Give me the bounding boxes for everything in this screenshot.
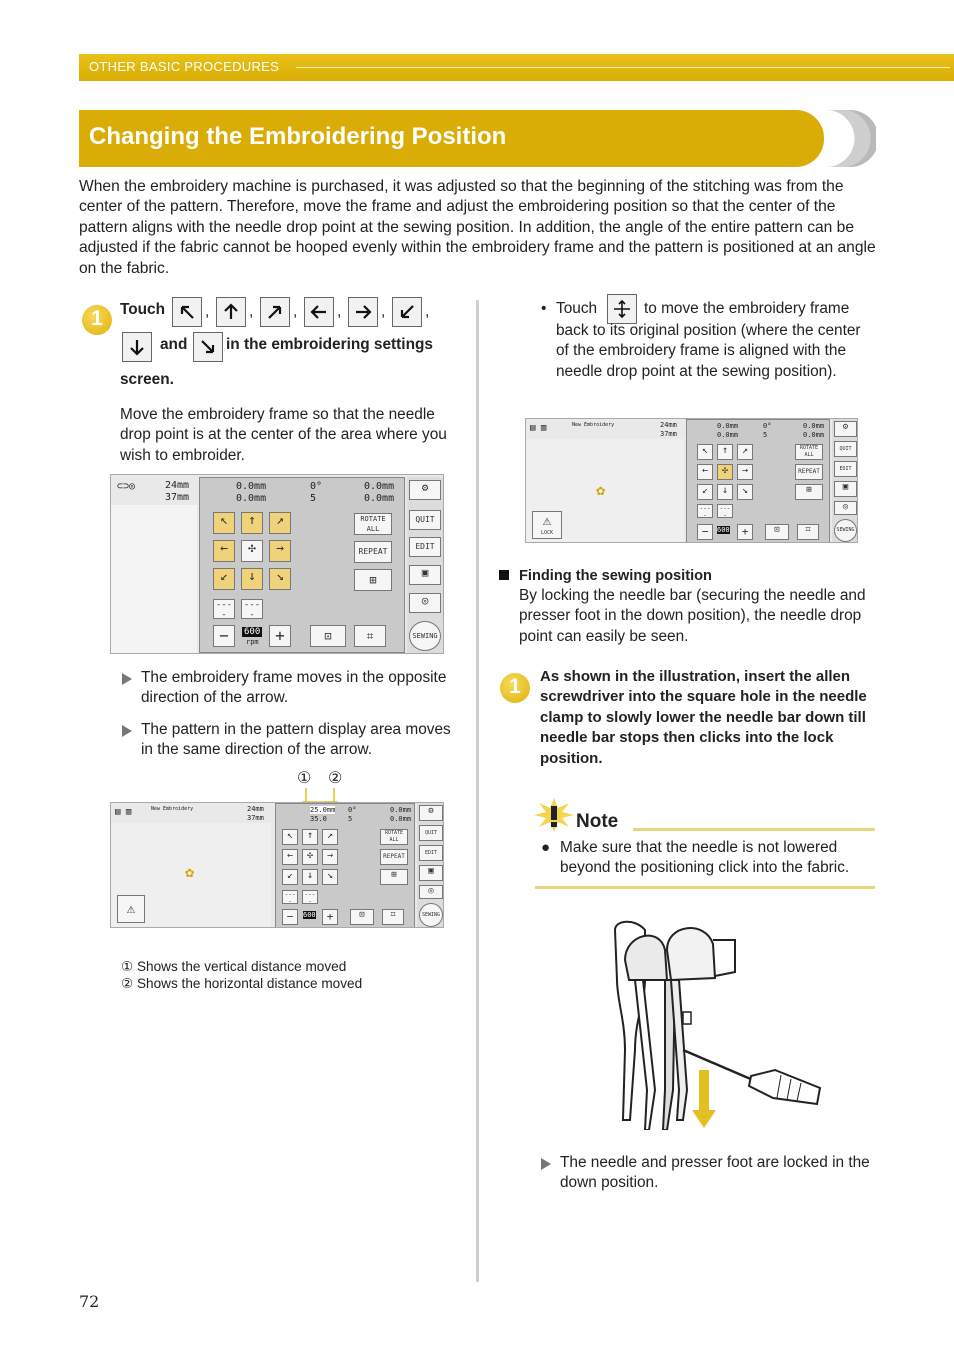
callout-2: ②	[328, 770, 343, 787]
section-square-bullet	[499, 570, 509, 580]
screen-arrow-up-right[interactable]: ↗	[269, 512, 291, 534]
result-frame-moves: The embroidery frame moves in the opposite direction of the arrow.	[122, 668, 452, 709]
header-rule	[296, 67, 950, 68]
arrow-left-icon[interactable]	[304, 297, 334, 327]
note-bottom-rule	[535, 886, 875, 889]
lock-button[interactable]: ⚠	[117, 895, 145, 923]
speed-minus-button[interactable]: −	[213, 625, 235, 647]
finding-title: Finding the sewing position	[519, 568, 712, 584]
needle-bar-illustration	[605, 920, 825, 1130]
note-title: Note	[576, 811, 619, 832]
size-width: 37mm	[165, 492, 190, 503]
result-locked: The needle and presser foot are locked in the down position.	[541, 1153, 871, 1194]
sewing-button[interactable]: SEWING	[409, 621, 441, 651]
note-text: Make sure that the needle is not lowered beyond the positioning click into the fabric.	[560, 839, 850, 877]
lock-button[interactable]: ⚠ LOCK	[532, 511, 562, 539]
screen-arrow-up[interactable]: ↑	[241, 512, 263, 534]
screen-arrow-down-right[interactable]: ↘	[269, 568, 291, 590]
screen-arrow-down-left[interactable]: ↙	[213, 568, 235, 590]
screen-arrow-left[interactable]: ←	[213, 540, 235, 562]
bullet-rest: back to its original position (where the center of the embroidery frame is aligned with the needle drop point at the sewing position).	[556, 322, 861, 380]
arrow-right-icon[interactable]	[348, 297, 378, 327]
rotate-all-button[interactable]: ROTATE ALL	[354, 513, 392, 535]
repeat-button[interactable]: REPEAT	[354, 541, 392, 563]
in-settings-label: in the embroidering settings	[226, 336, 433, 353]
edit-button[interactable]: EDIT	[409, 537, 441, 557]
center-frame-icon[interactable]	[607, 294, 637, 324]
arrow-up-icon[interactable]	[216, 297, 246, 327]
arrow-up-left-icon[interactable]	[172, 297, 202, 327]
pattern-thumbnail: ✿	[185, 863, 195, 881]
step-touch-label: Touch	[120, 301, 166, 318]
bullet-rest-inline: to move the embroidery frame	[644, 300, 850, 317]
settings-screen-centered: ▤ ▥ New Embroidery 24mm 37mm ✿ ⚠ LOCK 0.0mm 0.0mm 0° 5 0.0mm 0.0mm ↖ ↑ ↗ ← ✣ → ↙ ↓ ↘ ROTATE ALL REPEAT ⊞ ---- ---- − 600 + ⊡ ⌗ ⚙ QUIT EDIT ▣ ◎ SEWING	[525, 418, 858, 543]
legend-1: ① Shows the vertical distance moved	[121, 959, 347, 974]
speed-plus-button[interactable]: +	[269, 625, 291, 647]
result-pattern-moves: The pattern in the pattern display area moves in the same direction of the arrow.	[122, 720, 452, 761]
legend-2: ② Shows the horizontal distance moved	[121, 976, 363, 991]
screen-arrow-up-left[interactable]: ↖	[213, 512, 235, 534]
step-lock-instruction: As shown in the illustration, insert the allen screwdriver into the square hole in the needle clamp to slowly lower the needle bar down till needle bar stops then clicks into the lock position.	[540, 668, 867, 767]
settings-screen-moved: ▤ ▥ New Embroidery 24mm 37mm ✿ ⚠ 25.0mm 35.0 0° 5 0.0mm 0.0mm ↖ ↑ ↗ ← ✣ → ↙ ↓ ↘ ROTATE ALL REPEAT ⊞ ---- ---- − 600 + ⊡ ⌗ ⚙ QUIT EDIT ▣ ◎ SEWING	[110, 802, 444, 928]
page-number: 72	[79, 1292, 100, 1311]
vertical-distance: 25.0mm	[310, 806, 336, 814]
layout-button[interactable]: ⊞	[354, 569, 392, 591]
side-menu: ⚙ QUIT EDIT ▣ ◎ SEWING	[417, 803, 444, 928]
section-header-label: OTHER BASIC PROCEDURES	[89, 59, 280, 74]
arrow-down-left-icon[interactable]	[392, 297, 422, 327]
callout-1: ①	[297, 770, 312, 787]
title-bar	[79, 110, 824, 167]
step-badge: 1	[500, 673, 530, 703]
bullet-touch-label: Touch	[556, 300, 598, 317]
control-pane: 25.0mm 35.0 0° 5 0.0mm 0.0mm ↖ ↑ ↗ ← ✣ → ↙ ↓ ↘ ROTATE ALL REPEAT ⊞ ---- ---- − 600 + ⊡ ⌗	[275, 803, 415, 928]
side-menu: ⚙ QUIT EDIT ▣ ◎ SEWING	[407, 477, 443, 653]
screen-label: screen.	[120, 371, 174, 388]
and-label: and	[160, 336, 188, 353]
column-divider	[476, 300, 479, 1282]
arrow-up-right-icon[interactable]	[260, 297, 290, 327]
screen-arrow-right[interactable]: →	[269, 540, 291, 562]
arrow-down-icon[interactable]	[122, 332, 152, 362]
note-top-rule	[633, 828, 875, 831]
arrow-down-right-icon[interactable]	[193, 332, 223, 362]
control-pane: 0.0mm 0.0mm 0° 5 0.0mm 0.0mm ↖ ↑ ↗ ← ✣ → ↙ ↓ ↘ ---- ---- ROTATE ALL REPEAT ⊞ − 600 rpm + ⊡ ⌗	[199, 477, 405, 653]
page-title: Changing the Embroidering Position	[89, 123, 507, 150]
step-body: Move the embroidery frame so that the needle drop point is at the center of the area where you wish to embroider.	[120, 406, 447, 464]
horizontal-distance: 35.0	[310, 815, 327, 823]
size-height: 24mm	[165, 480, 190, 491]
screen-arrow-down[interactable]: ↓	[241, 568, 263, 590]
note-icon	[533, 797, 575, 833]
intro-paragraph: When the embroidery machine is purchased, it was adjusted so that the beginning of the stitching was from the center of the pattern. Therefore, move the frame and adjust the embroidering position so that the center of the pattern aligns with the needle drop point at the sewing position. In addition, the angle of the entire pattern can be adjusted if the fabric cannot be hooped evenly within the embroidery frame and the pattern is positioned at an angle on the fabric.	[79, 178, 876, 277]
screen-center-button[interactable]: ✣	[241, 540, 263, 562]
settings-screen-large	[110, 474, 444, 654]
title-decoration	[826, 110, 876, 167]
pattern-display-area	[111, 505, 197, 654]
frame-icon: ⊂⊃◎	[117, 481, 136, 492]
step-badge: 1	[82, 305, 112, 335]
finding-body: By locking the needle bar (securing the needle and presser foot in the down position), the needle drop point can easily be seen.	[519, 587, 866, 645]
quit-button[interactable]: QUIT	[409, 510, 441, 530]
